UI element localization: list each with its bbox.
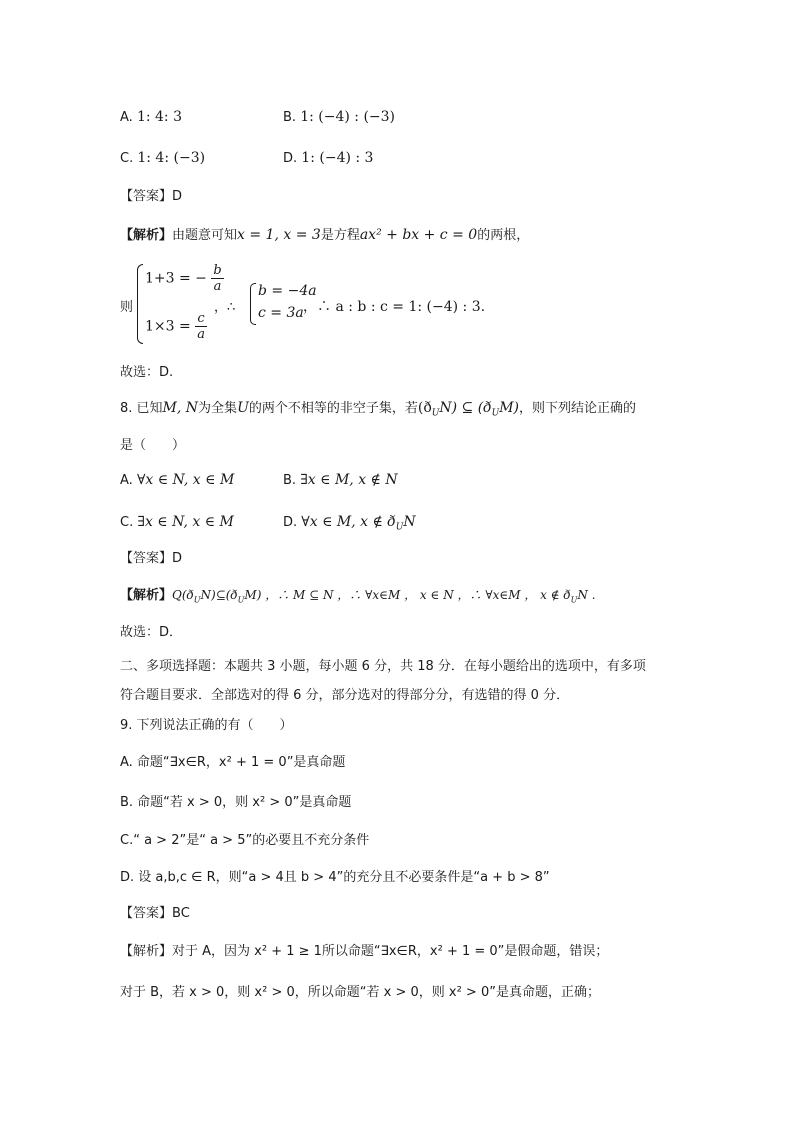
equation-lhs: 1×3 = xyxy=(145,318,191,335)
analysis-math: ax² + bx + c = 0 xyxy=(359,227,478,243)
q8-stem xyxy=(120,398,636,424)
left-brace xyxy=(137,264,143,344)
numerator: b xyxy=(213,263,222,278)
denominator: a xyxy=(197,327,205,342)
option-label: C. xyxy=(120,151,134,166)
q7-option-c xyxy=(120,148,205,169)
numerator: c xyxy=(195,311,207,327)
analysis-math: M) ，∴ M ⊆ N ，∴ ∀x∈M ， x ∈ N ，∴ ∀x∈M ， x ∉ ð xyxy=(244,588,571,602)
q7-option-d xyxy=(283,148,373,169)
stem-math: M) xyxy=(499,400,519,416)
q7-answer: 【答案】D xyxy=(120,189,183,204)
q9-analysis-line2: 对于 B，若 x > 0，则 x² > 0，所以命题“若 x > 0，则 x² > 0”是真命题，正确； xyxy=(120,985,600,1000)
analysis-sub: U xyxy=(570,595,578,605)
analysis-text: 的两根， xyxy=(477,228,530,243)
ratio-result: ，∴ a : b : c = 1: (−4) : 3. xyxy=(303,299,486,315)
analysis-text: 是方程 xyxy=(320,228,360,243)
option-text: ∀x ∈ N, x ∈ M xyxy=(136,472,235,488)
left-brace-2 xyxy=(250,283,256,325)
option-label: D. xyxy=(283,151,298,166)
q9-answer: 【答案】BC xyxy=(120,906,190,921)
q7-option-a xyxy=(120,107,182,128)
analysis-text: 由题意可知 xyxy=(172,228,238,243)
q8-option-c xyxy=(120,512,234,533)
q9-option-c: C.“ a > 2”是“ a > 5”的必要且不充分条件 xyxy=(120,833,370,848)
q7-analysis xyxy=(120,225,529,246)
analysis-sub: U xyxy=(193,595,201,605)
analysis-sub: U xyxy=(237,595,245,605)
stem-math: (ð xyxy=(417,400,432,416)
fraction-b-over-a xyxy=(211,263,223,294)
stem-text: 8. 已知 xyxy=(120,401,163,416)
stem-text: 的两个不相等的非空子集，若 xyxy=(248,401,418,416)
option-label: A. xyxy=(120,110,133,125)
system-row-1 xyxy=(145,263,224,294)
stem-text: 为全集 xyxy=(198,401,238,416)
q8-stem-line2: 是（ ） xyxy=(120,438,186,453)
option-text: 1: 4: 3 xyxy=(136,109,182,125)
stem-math: M, N xyxy=(162,400,199,416)
fraction-c-over-a xyxy=(195,311,207,342)
option-sub: U xyxy=(395,522,404,533)
q7-conclusion: 故选：D. xyxy=(120,365,174,380)
analysis-math: x = 1, x = 3 xyxy=(237,227,321,243)
option-text: 1: (−4) : 3 xyxy=(301,150,374,166)
option-text: 1: 4: (−3) xyxy=(137,150,206,166)
denominator: a xyxy=(213,279,222,294)
q9-analysis-line1: 【解析】对于 A，因为 x² + 1 ≥ 1所以命题“∃x∈R，x² + 1 = 0”是假命题，错误； xyxy=(120,944,609,959)
analysis-math: N . xyxy=(577,588,596,602)
stem-math: U xyxy=(237,400,249,416)
q9-option-a: A. 命题“∃x∈R，x² + 1 = 0”是真命题 xyxy=(120,755,346,770)
then-label: 则 xyxy=(120,300,134,315)
option-text: N xyxy=(403,514,416,530)
q8-conclusion: 故选：D． xyxy=(120,625,183,640)
system2-row-1: b = −4a xyxy=(258,283,317,299)
stem-sub: U xyxy=(431,408,440,419)
section2-line1: 二、多项选择题：本题共 3 小题，每小题 6 分，共 18 分．在每小题给出的选项中，有多项 xyxy=(120,659,646,674)
q8-answer: 【答案】D xyxy=(120,551,183,566)
q9-option-b: B. 命题“若 x > 0，则 x² > 0”是真命题 xyxy=(120,795,352,810)
option-label: B. xyxy=(283,110,297,125)
stem-math: N) ⊆ (ð xyxy=(439,400,492,416)
q8-analysis xyxy=(120,585,596,611)
option-text: ∃x ∈ M, x ∉ N xyxy=(300,472,398,488)
analysis-math: N)⊆(ð xyxy=(200,588,238,602)
q8-option-a xyxy=(120,470,234,491)
system2-row-2: c = 3a xyxy=(258,305,304,321)
option-label: B. xyxy=(283,473,297,488)
q8-option-b xyxy=(283,470,398,491)
q7-option-b xyxy=(283,107,395,128)
option-text: 1: (−4) : (−3) xyxy=(300,109,396,125)
therefore-1: ，∴ xyxy=(214,300,236,315)
section2-line2: 符合题目要求．全部选对的得 6 分，部分选对的得部分分，有选错的得 0 分． xyxy=(120,688,570,703)
option-text: ∃x ∈ N, x ∈ M xyxy=(137,514,234,530)
option-label: D. xyxy=(283,515,298,530)
equation-lhs: 1+3 = − xyxy=(145,270,207,287)
stem-text: ，则下列结论正确的 xyxy=(519,401,637,416)
stem-sub: U xyxy=(491,408,500,419)
option-label: A. xyxy=(120,473,133,488)
analysis-tag: 【解析】 xyxy=(120,228,173,243)
q9-option-d: D. 设 a,b,c ∈ R，则“a > 4且 b > 4”的充分且不必要条件是“a + b > 8” xyxy=(120,870,550,885)
q8-option-d xyxy=(283,512,416,538)
option-text: ∀x ∈ M, x ∉ ð xyxy=(301,514,396,530)
analysis-tag: 【解析】 xyxy=(120,588,173,603)
analysis-math: Q(ð xyxy=(172,588,194,602)
q9-stem: 9. 下列说法正确的有（ ） xyxy=(120,718,293,733)
system-row-2 xyxy=(145,311,207,342)
option-label: C. xyxy=(120,515,134,530)
